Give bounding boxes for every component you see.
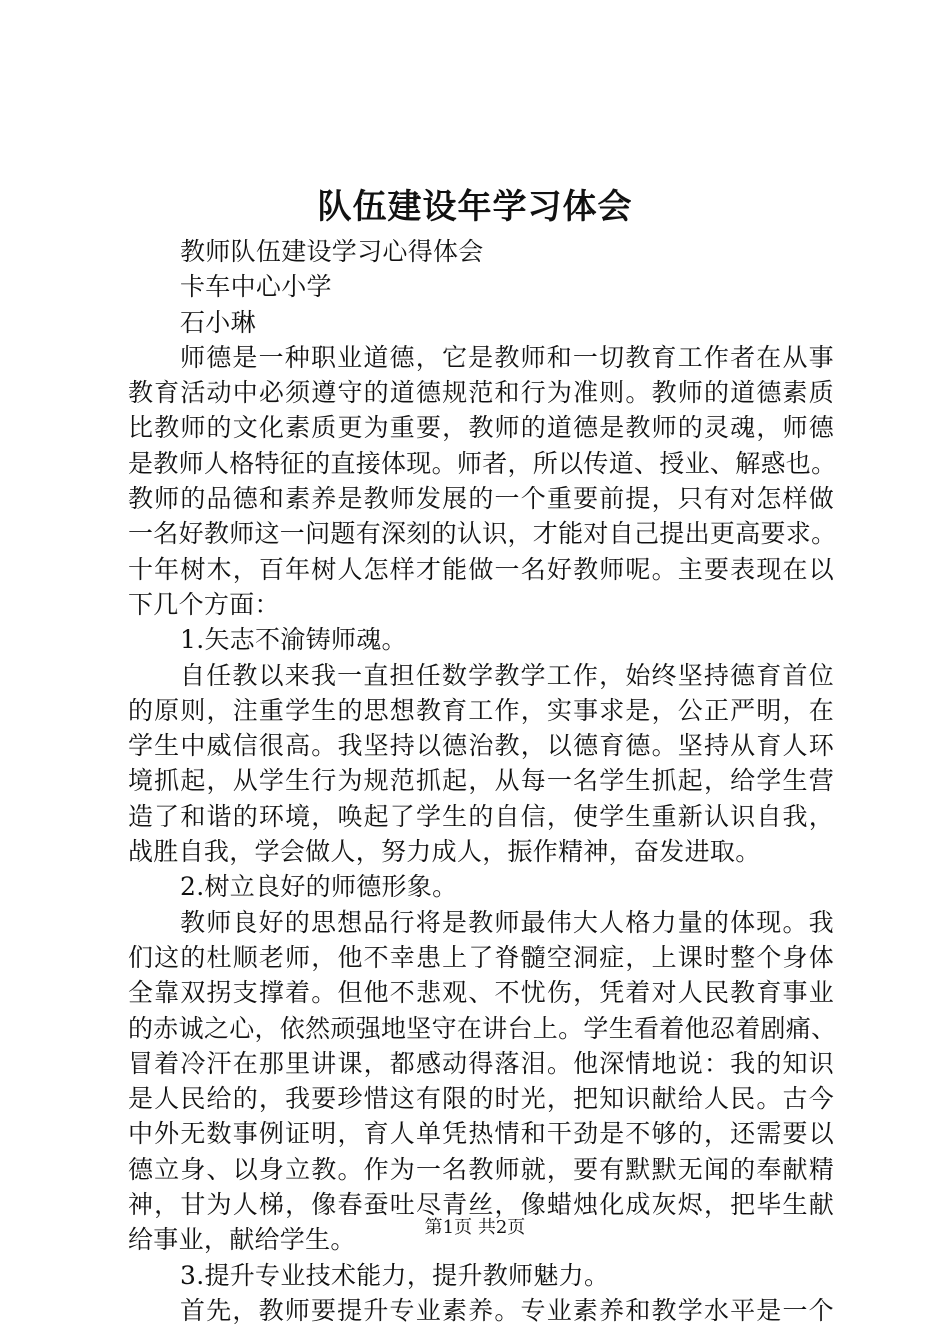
- text-line: 的赤诚之心，依然顽强地坚守在讲台上。学生看着他忍着剧痛、: [128, 1013, 837, 1043]
- text-line: 给事业，献给学生。: [128, 1225, 356, 1255]
- text-line: 们这的杜顺老师，他不幸患上了脊髓空洞症，上课时整个身体: [128, 942, 834, 972]
- text-line: 德立身、以身立教。作为一名教师就，要有默默无闻的奉献精: [128, 1154, 834, 1184]
- text-line: 3.提升专业技术能力，提升教师魅力。: [180, 1260, 610, 1290]
- text-line: 十年树木，百年树人怎样才能做一名好教师呢。主要表现在以: [128, 554, 834, 584]
- text-line: 境抓起，从学生行为规范抓起，从每一名学生抓起，给学生营: [128, 766, 834, 796]
- text-line: 一名好教师这一问题有深刻的认识，才能对自己提出更高要求。: [128, 519, 837, 549]
- text-line: 石小琳: [180, 307, 256, 337]
- text-line: 1.矢志不渝铸师魂。: [180, 625, 407, 655]
- text-line: 比教师的文化素质更为重要，教师的道德是教师的灵魂，师德: [128, 413, 834, 443]
- text-line: 首先，教师要提升专业素养。专业素养和教学水平是一个: [180, 1295, 834, 1325]
- text-line: 冒着冷汗在那里讲课，都感动得落泪。他深情地说：我的知识: [128, 1048, 834, 1078]
- text-line: 自任教以来我一直担任数学教学工作，始终坚持德育首位: [180, 660, 834, 690]
- page-footer: 第1页 共2页: [424, 1217, 526, 1238]
- text-line: 造了和谐的环境，唤起了学生的自信，使学生重新认识自我，: [128, 801, 834, 831]
- text-line: 师德是一种职业道德，它是教师和一切教育工作者在从事: [180, 342, 834, 372]
- text-line: 全靠双拐支撑着。但他不悲观、不忧伤，凭着对人民教育事业: [128, 978, 834, 1008]
- document-body: [128, 234, 837, 1328]
- text-line: 教师队伍建设学习心得体会: [180, 237, 484, 266]
- text-line: 是教师人格特征的直接体现。师者，所以传道、授业、解惑也。: [128, 448, 837, 478]
- text-line: 中外无数事例证明，育人单凭热情和干劲是不够的，还需要以: [128, 1119, 834, 1149]
- text-line: 学生中威信很高。我坚持以德治教，以德育德。坚持从育人环: [128, 731, 834, 761]
- text-line: 是人民给的，我要珍惜这有限的时光，把知识献给人民。古今: [128, 1084, 834, 1114]
- text-line: 教师良好的思想品行将是教师最伟大人格力量的体现。我: [180, 907, 834, 937]
- text-line: 神，甘为人梯，像春蚕吐尽青丝，像蜡烛化成灰烬，把毕生献: [128, 1190, 834, 1220]
- text-line: 2.树立良好的师德形象。: [180, 872, 458, 902]
- text-line: 卡车中心小学: [180, 272, 332, 302]
- text-line: 下几个方面：: [128, 589, 280, 619]
- text-line: 战胜自我，学会做人，努力成人，振作精神，奋发进取。: [128, 837, 761, 867]
- document-title: 队伍建设年学习体会: [317, 187, 633, 227]
- text-line: 教育活动中必须遵守的道德规范和行为准则。教师的道德素质: [128, 378, 834, 408]
- text-line: 的原则，注重学生的思想教育工作，实事求是，公正严明，在: [128, 695, 834, 725]
- text-line: 教师的品德和素养是教师发展的一个重要前提，只有对怎样做: [128, 484, 834, 514]
